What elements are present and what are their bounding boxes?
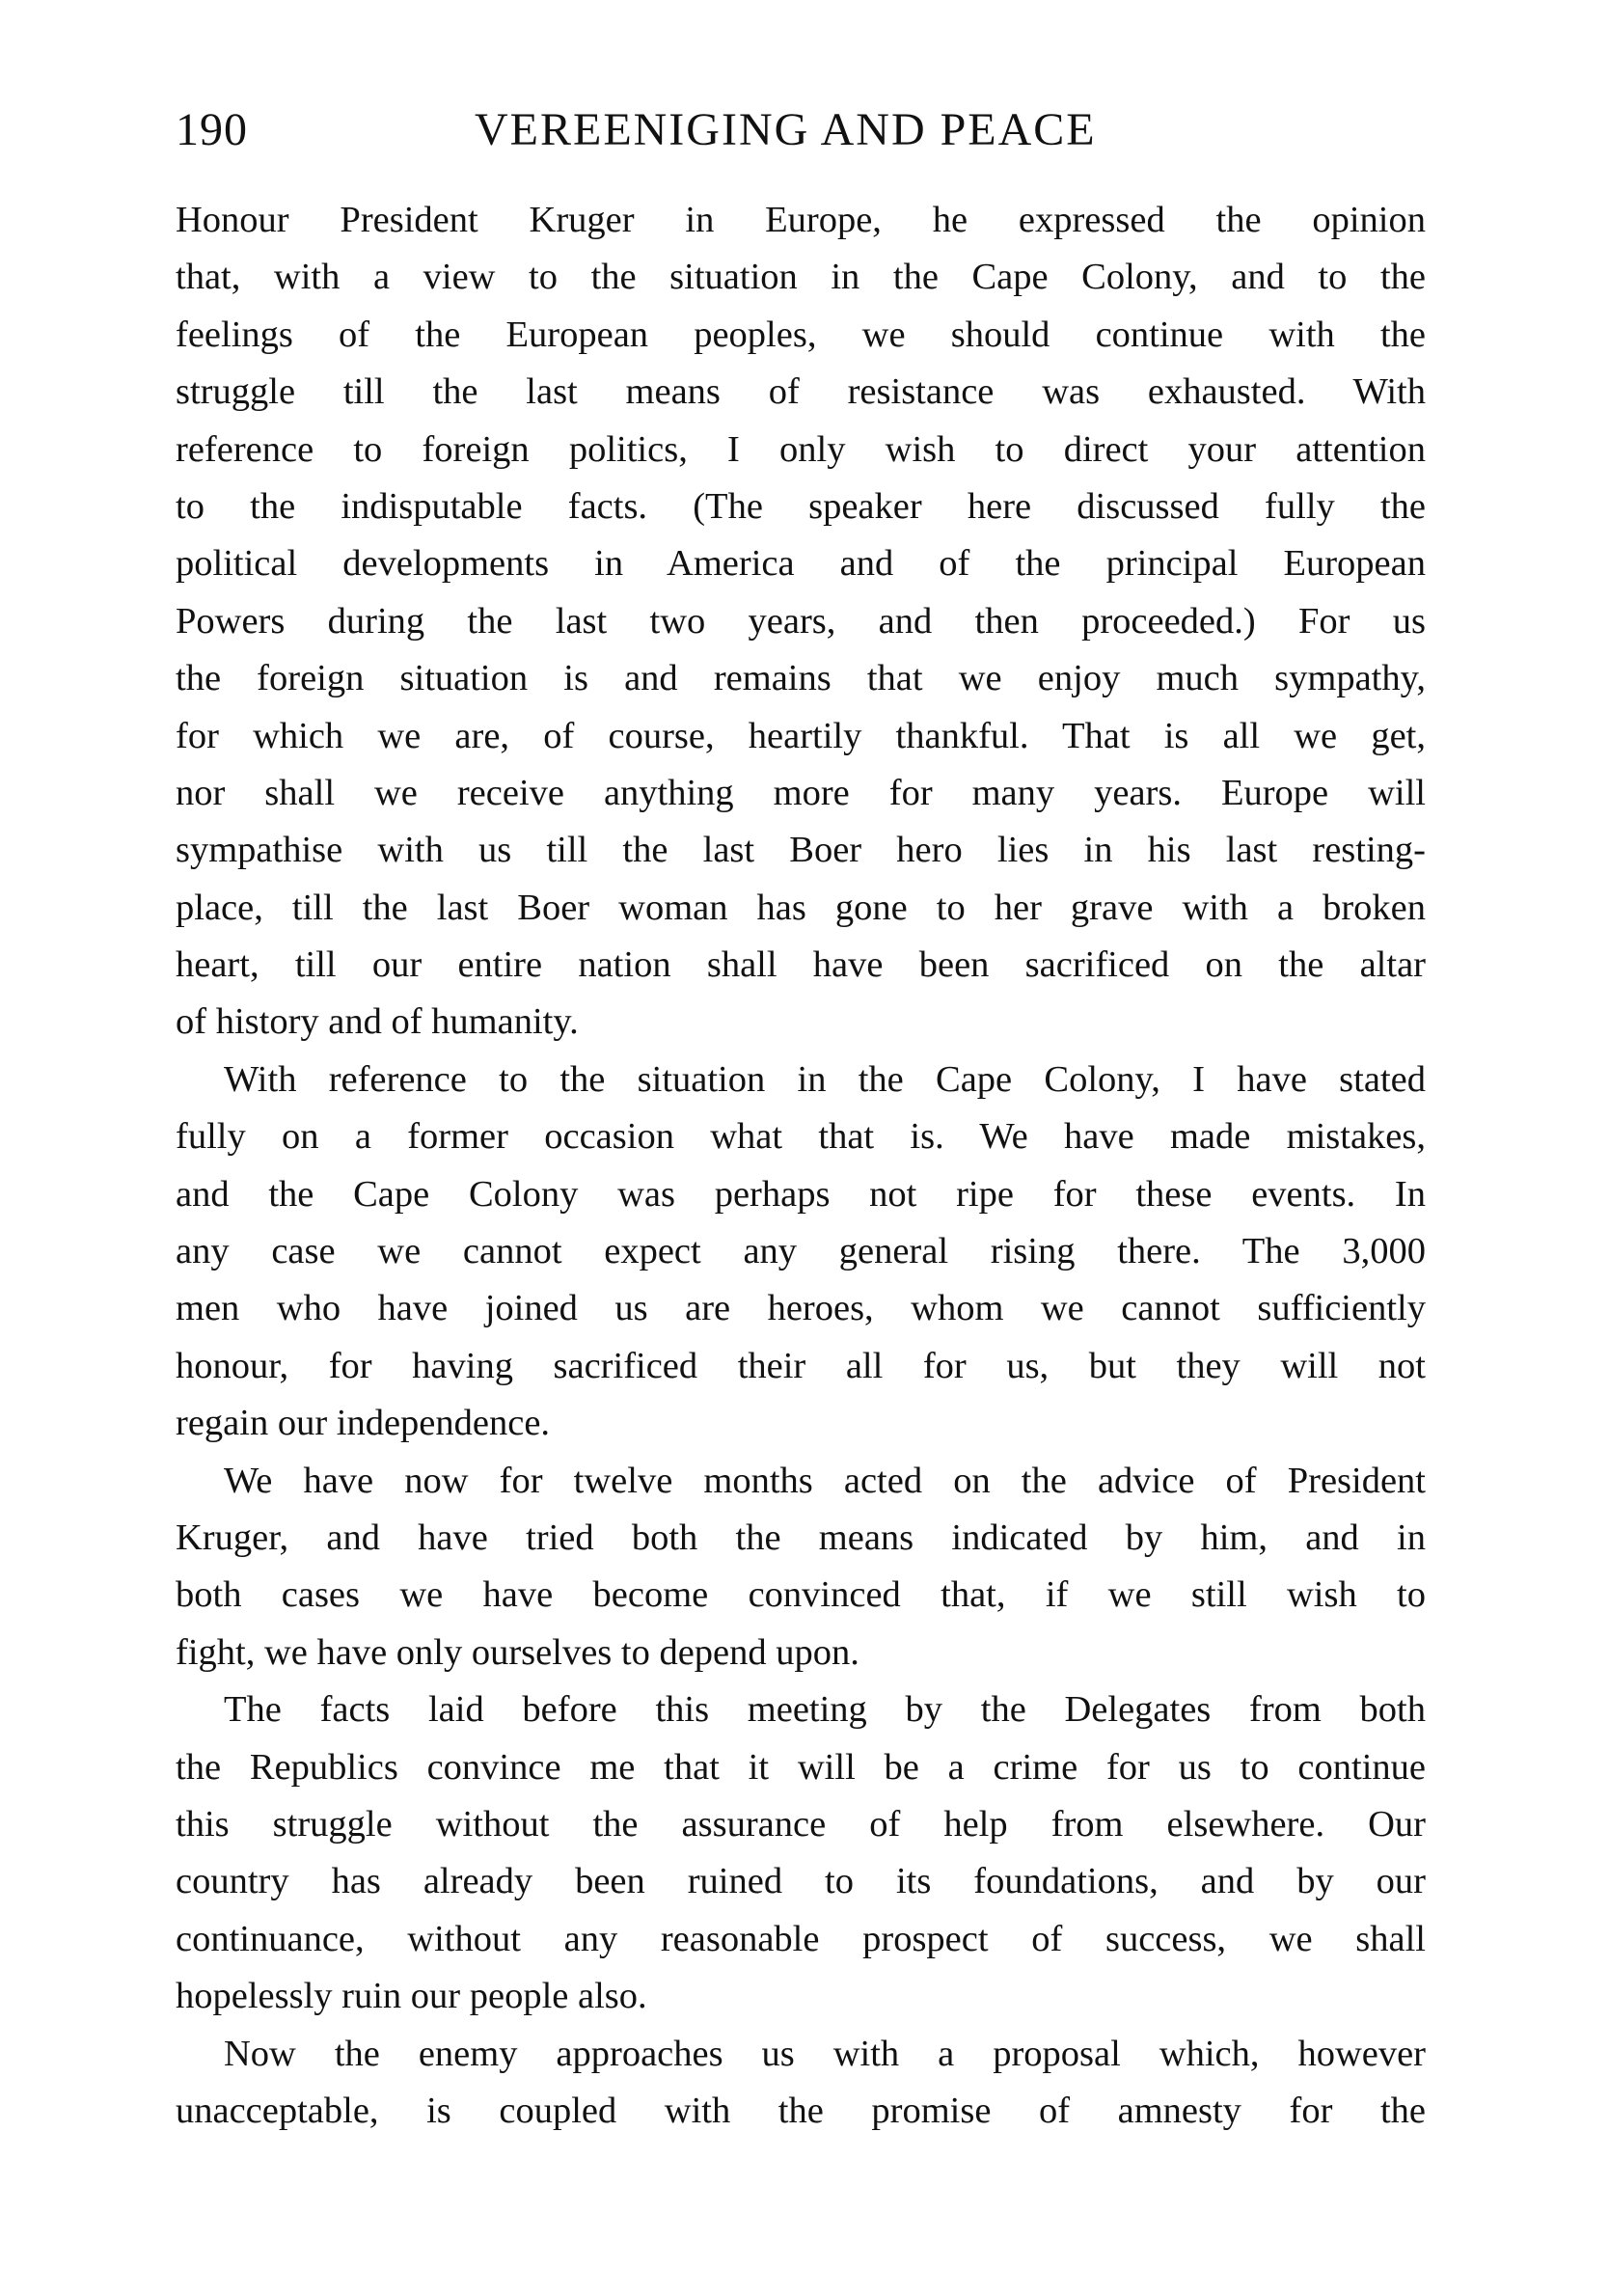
text-line: honour, for having sacrificed their all for us, but they will not — [176, 1345, 1426, 1386]
page-number: 190 — [176, 104, 248, 155]
text-line: any case we cannot expect any general rising there. The 3,000 — [176, 1231, 1426, 1272]
text-line: political developments in America and of the principal European — [176, 543, 1426, 585]
text-line: that, with a view to the situation in the Cape Colony, and to the — [176, 257, 1426, 298]
text-line: country has already been ruined to its foundations, and by our — [176, 1861, 1426, 1902]
text-line: this struggle without the assurance of help from elsewhere. Our — [176, 1803, 1426, 1845]
text-line: of history and of humanity. — [176, 1001, 579, 1043]
text-line: the foreign situation is and remains that we enjoy much sympathy, — [176, 658, 1426, 699]
paragraph — [176, 1052, 1426, 1453]
text-line: for which we are, of course, heartily thankful. That is all we get, — [176, 715, 1426, 756]
text-line: men who have joined us are heroes, whom we cannot sufficiently — [176, 1288, 1426, 1329]
text-line: We have now for twelve months acted on the advice of President — [224, 1460, 1426, 1501]
paragraph — [176, 192, 1426, 1052]
running-head — [176, 96, 1426, 164]
text-line: Now the enemy approaches us with a proposal which, however — [224, 2033, 1426, 2074]
text-line: fully on a former occasion what that is. We have made mistakes, — [176, 1116, 1426, 1158]
text-line: The facts laid before this meeting by the Delegates from both — [224, 1689, 1426, 1731]
text-line: Powers during the last two years, and then proceeded.) For us — [176, 600, 1426, 642]
text-line: the Republics convince me that it will be a crime for us to continue — [176, 1746, 1426, 1788]
paragraph — [176, 1681, 1426, 2025]
body-text — [176, 192, 1426, 2140]
running-title: VEREENIGING AND PEACE — [475, 104, 1097, 155]
text-line: Honour President Kruger in Europe, he expressed the opinion — [176, 200, 1426, 240]
text-line: heart, till our entire nation shall have been sacrificed on the altar — [176, 944, 1426, 986]
text-line: nor shall we receive anything more for many years. Europe will — [176, 772, 1426, 813]
text-line: struggle till the last means of resistance was exhausted. With — [176, 371, 1426, 413]
text-line: continuance, without any reasonable prospect of success, we shall — [176, 1918, 1426, 1959]
text-line: feelings of the European peoples, we should continue with the — [176, 314, 1426, 355]
text-line: sympathise with us till the last Boer hero lies in his last resting- — [176, 830, 1426, 871]
paragraph — [176, 1453, 1426, 1682]
text-line: fight, we have only ourselves to depend upon. — [176, 1631, 859, 1673]
paragraph — [176, 2026, 1426, 2141]
text-line: reference to foreign politics, I only wish to direct your attention — [176, 428, 1426, 470]
text-line: With reference to the situation in the Cape Colony, I have stated — [224, 1058, 1426, 1100]
text-line: both cases we have become convinced that, if we still wish to — [176, 1574, 1426, 1616]
text-line: Kruger, and have tried both the means indicated by him, and in — [176, 1517, 1426, 1558]
text-line: unacceptable, is coupled with the promise of amnesty for the — [176, 2090, 1426, 2131]
text-line: to the indisputable facts. (The speaker here discussed fully the — [176, 485, 1426, 527]
text-line: hopelessly ruin our people also. — [176, 1976, 647, 2017]
text-line: regain our independence. — [176, 1403, 551, 1444]
text-line: and the Cape Colony was perhaps not ripe for these events. In — [176, 1173, 1426, 1215]
text-line: place, till the last Boer woman has gone to her grave with a broken — [176, 887, 1426, 928]
